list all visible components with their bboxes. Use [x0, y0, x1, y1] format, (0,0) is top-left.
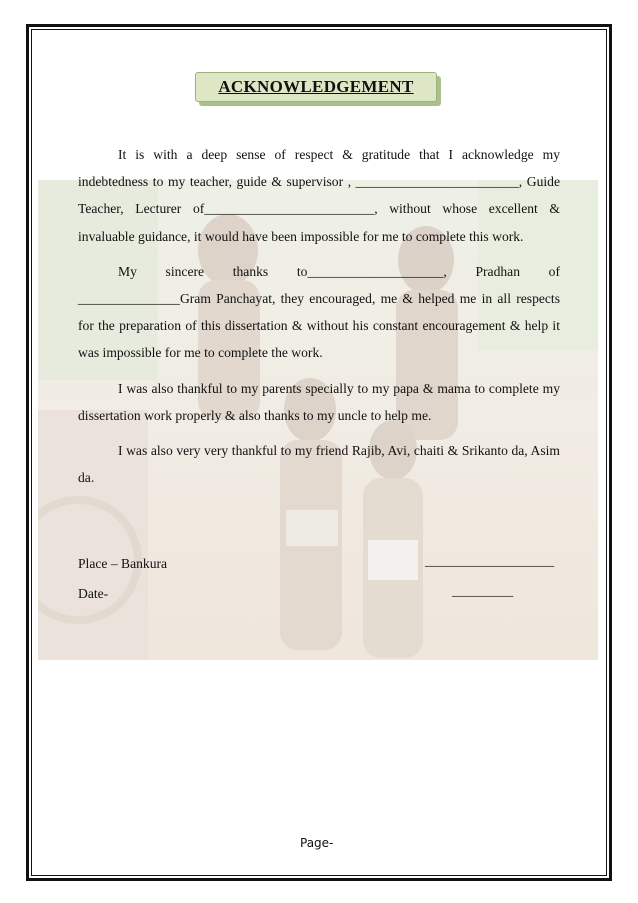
paragraph-3: I was also thankful to my parents specially to my papa & mama to complete my dissertation work properly & also thanks to my uncle to help me. [78, 380, 560, 423]
paragraph-1: It is with a deep sense of respect & gratitude that I acknowledge my indebtedness to my teacher, guide & supervisor , ________________________, Guide Teacher, Lecturer of_________________________, without whose excellent & invaluable guidance, it would have been impossible for me to complete this work. [78, 147, 560, 244]
date-signature-line: _________ [452, 583, 514, 598]
title-banner [195, 72, 441, 106]
date-label: Date- [78, 586, 109, 601]
title-box [195, 72, 437, 102]
acknowledgement-body [78, 141, 560, 499]
signature-line: ___________________ [425, 553, 555, 568]
paragraph-4: I was also very very thankful to my friend Rajib, Avi, chaiti & Srikanto da, Asim da. [78, 443, 560, 486]
place-label: Place – Bankura [78, 556, 168, 571]
paragraph-2: My sincere thanks to____________________, Pradhan of _______________Gram Panchayat, they encouraged, me & helped me in all respects for the preparation of this dissertation & without his constant encouragement & help it was impossible for me to complete the work. [78, 263, 560, 361]
page-footer: Page- [300, 836, 334, 850]
page-title: ACKNOWLEDGEMENT [218, 77, 414, 96]
